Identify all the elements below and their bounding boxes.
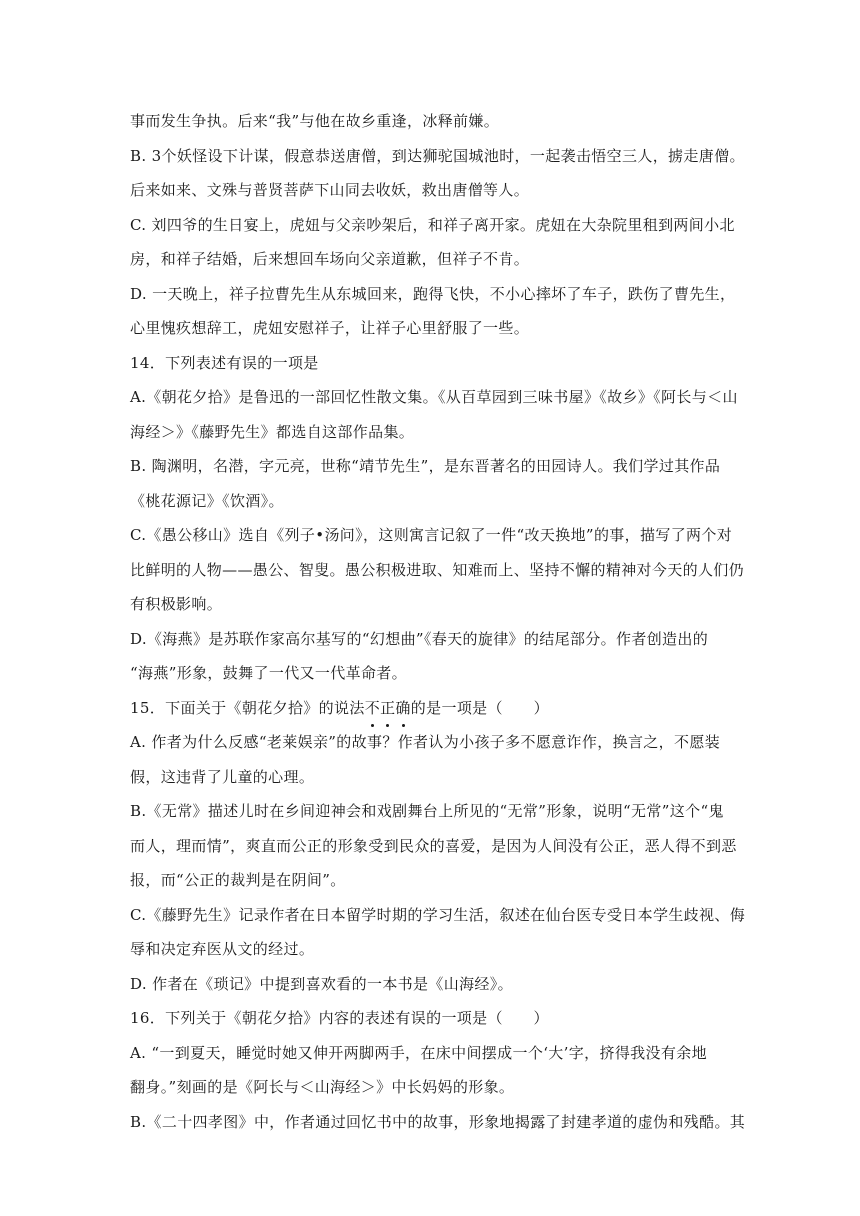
q15-option-b: B.《无常》描述儿时在乡间迎神会和戏剧舞台上所见的“无常”形象，说明“无常”这个“鬼 <box>130 802 724 820</box>
text-line: 后来如来、文殊与普贤菩萨下山同去收妖，救出唐僧等人。 <box>130 181 530 199</box>
text-line: 有积极影响。 <box>130 595 223 613</box>
text-line: 报，而“公正的裁判是在阴间”。 <box>130 871 346 889</box>
option-b-line: B. 3个妖怪设下计谋，假意恭送唐僧，到达狮驼国城池时，一起袭击悟空三人，掳走唐僧。 <box>130 146 745 165</box>
emphasis-char: 确 <box>395 691 410 726</box>
question-16: 16．下列关于《朝花夕拾》内容的表述有误的一项是（ ） <box>130 1009 549 1027</box>
text-line: “海燕”形象，鼓舞了一代又一代革命者。 <box>130 664 407 682</box>
option-c-line: C. 刘四爷的生日宴上，虎妞与父亲吵架后，和祥子离开家。虎妞在大杂院里租到两间小北 <box>130 215 735 234</box>
q14-option-d: D.《海燕》是苏联作家高尔基写的“幻想曲”《春天的旋律》的结尾部分。作者创造出的 <box>130 629 709 648</box>
q15-text-after: 的是一项是（ ） <box>410 698 549 717</box>
question-14: 14．下列表述有误的一项是 <box>130 353 319 372</box>
q16-option-a: A. “一到夏天，睡觉时她又伸开两脚两手，在床中间摆成一个‘大’字，挤得我没有余地 <box>130 1043 707 1062</box>
q14-option-b: B. 陶渊明，名潜，字元亮，世称“靖节先生”，是东晋著名的田园诗人。我们学过其作品 <box>130 457 721 475</box>
emphasis-char: 正 <box>380 691 395 726</box>
text-line: 翻身。”刻画的是《阿长与＜山海经＞》中长妈妈的形象。 <box>130 1078 515 1096</box>
text-line: 房，和祥子结婚，后来想回车场向父亲道歉，但祥子不肯。 <box>130 250 530 268</box>
q14-option-a: A.《朝花夕拾》是鲁迅的一部回忆性散文集。《从百草园到三味书屋》《故乡》《阿长与＜山 <box>130 388 738 406</box>
q15-text-before: 15．下面关于《朝花夕拾》的说法 <box>130 698 365 717</box>
q15-option-d: D. 作者在《琐记》中提到喜欢看的一本书是《山海经》。 <box>130 974 513 993</box>
q15-option-c: C.《藤野先生》记录作者在日本留学时期的学习生活，叙述在仙台医专受日本学生歧视、侮 <box>130 905 746 924</box>
text-line: 比鲜明的人物——愚公、智叟。愚公积极进取、知难而上、坚持不懈的精神对今天的人们仍 <box>130 560 745 579</box>
text-line: 事而发生争执。后来“我”与他在故乡重逢，冰释前嫌。 <box>130 112 500 130</box>
text-line: 而人，理而情”，爽直而公正的形象受到民众的喜爱，是因为人间没有公正，恶人得不到恶 <box>130 836 737 855</box>
q16-option-b: B.《二十四孝图》中，作者通过回忆书中的故事，形象地揭露了封建孝道的虚伪和残酷。其 <box>130 1112 746 1131</box>
text-line: 辱和决定弃医从文的经过。 <box>130 940 315 958</box>
q15-option-a: A. 作者为什么反感“老莱娱亲”的故事？作者认为小孩子多不愿意诈作，换言之，不愿装 <box>130 733 721 751</box>
text-line: 心里愧疚想辞工，虎妞安慰祥子，让祥子心里舒服了一些。 <box>130 319 530 337</box>
text-line: 假，这违背了儿童的心理。 <box>130 767 315 786</box>
q14-option-c: C.《愚公移山》选自《列子•汤问》，这则寓言记叙了一件“改天换地”的事，描写了两个对 <box>130 526 733 544</box>
text-line: 海经＞》《藤野先生》都选自这部作品集。 <box>130 422 415 441</box>
text-line: 《桃花源记》《饮酒》。 <box>130 491 284 510</box>
option-d-line: D. 一天晚上，祥子拉曹先生从东城回来，跑得飞快，不小心摔坏了车子，跌伤了曹先生， <box>130 284 736 303</box>
question-15 <box>130 691 736 726</box>
emphasis-char: 不 <box>365 691 380 726</box>
